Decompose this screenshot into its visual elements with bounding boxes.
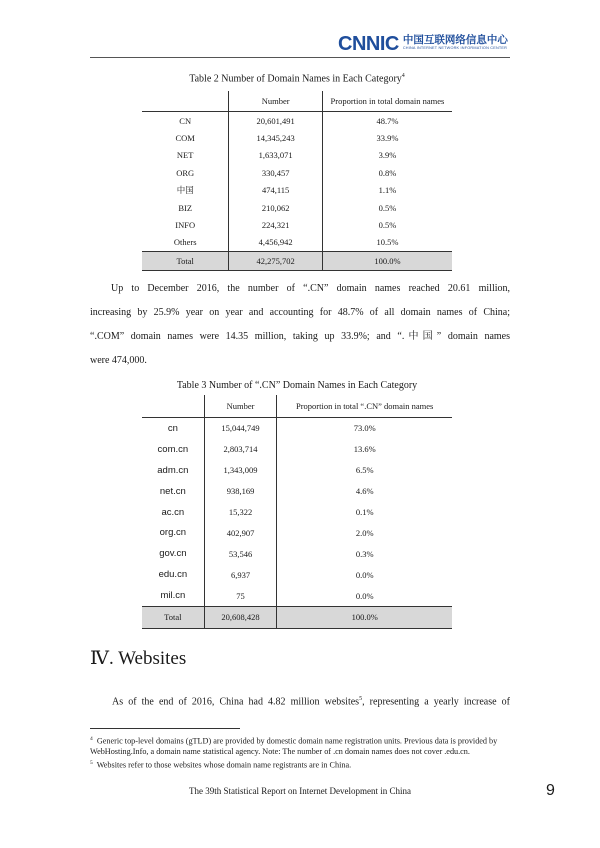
table-cell: gov.cn [142,543,204,564]
header-rule [90,57,510,58]
table2-header-cell [142,91,229,112]
table-cell: 4,456,942 [229,234,322,252]
footnotes [90,734,510,771]
paragraph-line: were 474,000. [90,355,147,366]
table-cell: 0.5% [378,202,397,213]
footnote-ref-5: 5 [359,696,363,702]
table-row [142,418,452,439]
table-cell: 100.0% [277,607,452,629]
page-header [0,0,600,62]
table-row [142,199,452,216]
table-row [142,522,452,543]
table-cell: 6,937 [204,564,277,585]
table-cell: INFO [142,216,229,233]
table-cell: org.cn [142,522,204,543]
footnote-4 [90,734,510,758]
table-cell: 210,062 [229,199,322,216]
footnote-text: Generic top-level domains (gTLD) are provided by domestic domain name registration units. Previous data is provided by WebHosting.Info, a domain name statistical agency. Note: The number of .cn domain names does not cover .edu.cn. [90,736,498,757]
table-cell: 402,907 [204,522,277,543]
table-cell: 0.1% [355,507,374,517]
table2-caption-text: Table 2 Number of Domain Names in Each Category [189,73,402,85]
table2-header-cell: Number [229,91,322,112]
table-cell: 0.8% [378,167,397,178]
table-cell: 224,321 [229,216,322,233]
table-cell: 474,115 [229,182,322,199]
table-row [142,234,452,252]
table-row [142,543,452,564]
paragraph-cn-domains [90,277,510,373]
table-cell: 48.7% [376,115,399,126]
websites-paragraph [90,696,510,707]
table3-header-cell [142,395,204,418]
table2-header-row [142,91,452,112]
table-row [142,481,452,502]
section-heading-websites: Ⅳ. Websites [90,648,187,669]
table3-header-cell: Number [204,395,277,418]
table-cell: net.cn [142,481,204,502]
table-row [142,164,452,181]
footnote-number: 4 [90,736,93,742]
logo-text [403,34,508,51]
table-cell: Others [142,234,229,252]
table-cell: 1.1% [378,185,397,196]
table3-header-row [142,395,452,418]
logo-mark: CNNIC [338,33,399,55]
table-cell: 2.0% [355,527,374,538]
table-cell: 75 [204,585,277,606]
table-cell: 6.5% [355,465,374,476]
table-cell: 0.5% [378,220,397,231]
table-cell: 10.5% [376,237,399,248]
table-cell: ac.cn [142,502,204,523]
table-cell: 2,803,714 [204,439,277,460]
table-cell: COM [142,129,229,146]
websites-text-start: As of the end of 2016, China had 4.82 million websites [112,696,360,708]
table-cell: 73.0% [353,423,376,434]
table2-total-row [142,252,452,270]
table-cell: 中国 [142,182,229,199]
websites-text-end: , representing a yearly increase of [362,696,510,708]
table-row [142,216,452,233]
table2-domain-names-by-category [142,91,452,271]
table-cell: 0.0% [355,569,374,580]
table-cell: 0.3% [355,548,374,559]
table3-cn-domain-names-by-category [142,395,452,629]
table-row [142,112,452,130]
table-cell: 20,608,428 [204,607,277,629]
table-row [142,129,452,146]
table-cell: 1,343,009 [204,460,277,481]
logo-english-name: CHINA INTERNET NETWORK INFORMATION CENTER [402,46,508,50]
footnote-text: Websites refer to those websites whose domain name registrants are in China. [96,760,352,770]
table-cell: 938,169 [204,481,277,502]
table-cell: mil.cn [142,585,204,606]
table3-total-row [142,607,452,629]
table-cell: 100.0% [322,252,452,270]
table-cell: cn [142,418,204,439]
table-cell: BIZ [142,199,229,216]
table-cell: 15,044,749 [204,418,277,439]
table3-caption: Table 3 Number of “.CN” Domain Names in Each Category [176,380,418,391]
table-cell: ORG [142,164,229,181]
table-row [142,147,452,164]
footnote-ref-4: 4 [401,73,405,79]
table-cell: 42,275,702 [229,252,322,270]
footnote-number: 5 [90,759,93,766]
table-row [142,182,452,199]
table-row [142,564,452,585]
table3-header-cell: Proportion in total “.CN” domain names [277,395,452,418]
table2-caption [142,73,452,84]
table-cell: 330,457 [229,164,322,181]
table-cell: edu.cn [142,564,204,585]
table2-header-cell: Proportion in total domain names [322,91,452,112]
page-number: 9 [546,782,555,799]
table-cell: 53,546 [204,543,277,564]
table-cell: 14,345,243 [229,129,322,146]
table-cell: Total [142,252,229,270]
table-cell: com.cn [142,439,204,460]
table-row [142,585,452,606]
table-cell: 4.6% [355,486,374,497]
paragraph-line: increasing by 25.9% year on year and accounting for 48.7% of all domain names of China; [90,307,510,318]
page-footer-title: The 39th Statistical Report on Internet Development in China [189,786,411,796]
table-row [142,439,452,460]
footnote-rule [90,728,240,729]
table-cell: 3.9% [378,150,397,161]
table-cell: Total [142,607,204,629]
table-cell: 15,322 [204,502,277,523]
table-cell: 1,633,071 [229,147,322,164]
table-cell: NET [142,147,229,164]
table-row [142,460,452,481]
paragraph-line: Up to December 2016, the number of “.CN” domain names reached 20.61 million, [111,283,510,294]
logo-chinese-name: 中国互联网络信息中心 [402,34,508,46]
table-row [142,502,452,523]
paragraph-line: “.COM” domain names were 14.35 million, taking up 33.9%; and “.中国” domain names [90,331,510,342]
table-cell: 0.0% [355,590,374,601]
table-cell: 33.9% [376,133,399,144]
table-cell: 13.6% [353,444,376,455]
table-cell: 20,601,491 [229,112,322,130]
table-cell: adm.cn [142,460,204,481]
cnnic-logo [338,34,508,54]
footnote-5 [90,758,510,771]
table-cell: CN [142,112,229,130]
